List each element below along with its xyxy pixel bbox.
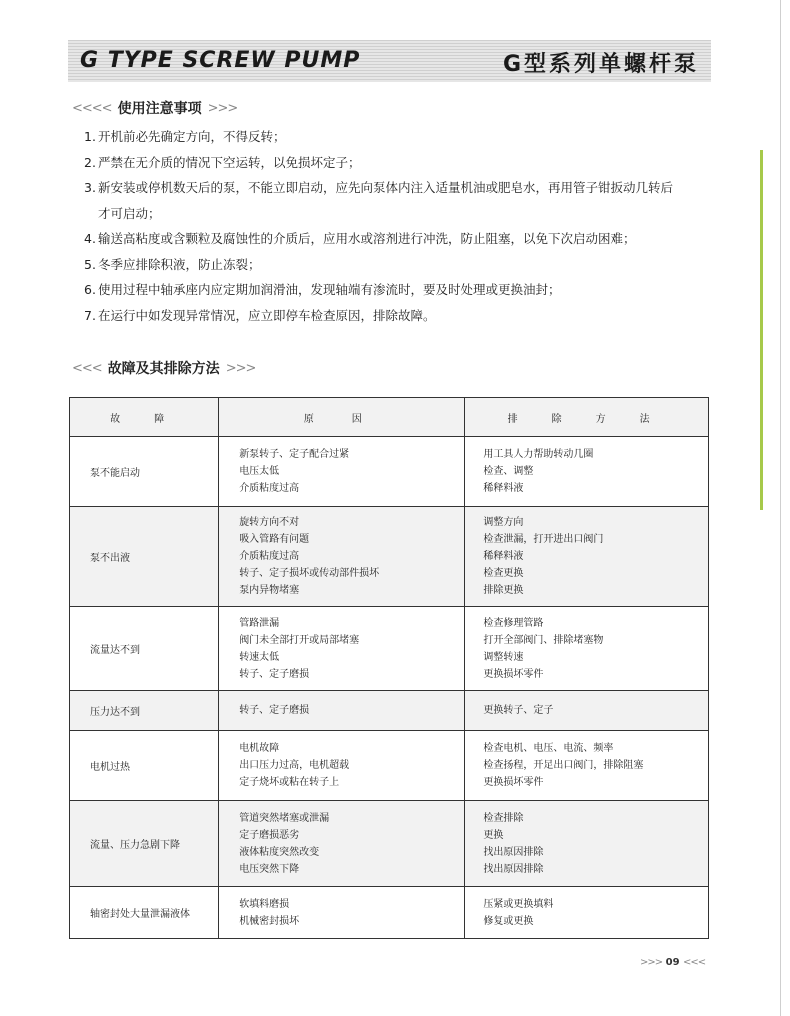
remedy-lines (483, 810, 708, 878)
cause-cell (219, 887, 465, 939)
remedy-cell (465, 691, 709, 731)
cause-line: 定子烧坏或粘在转子上 (239, 777, 340, 788)
remedy-line: 更换 (483, 829, 504, 841)
remedy-cell (465, 437, 709, 507)
header-cause: 原因 (219, 398, 465, 437)
remedy-cell (465, 801, 709, 887)
cause-line: 介质粘度过高 (239, 551, 300, 562)
cause-line: 电机故障 (239, 743, 280, 754)
cause-line: 新泵转子、定子配合过紧 (239, 449, 350, 460)
remedy-line: 检查扬程，开足出口阀门，排除阻塞 (483, 760, 644, 771)
fault-cell: 泵不出液 (70, 507, 219, 607)
list-item (84, 124, 684, 150)
cause-line: 转子、定子磨损 (239, 705, 310, 716)
page-number (640, 957, 705, 968)
remedy-line: 更换损坏零件 (483, 777, 544, 788)
remedy-line: 找出原因排除 (483, 846, 544, 858)
cause-lines (239, 615, 464, 683)
cause-line: 出口压力过高，电机超载 (239, 760, 350, 771)
right-chevrons-icon: >>> (640, 957, 663, 968)
table-row (70, 437, 709, 507)
fault-table-body (70, 437, 709, 939)
fault-cell: 流量、压力急剧下降 (70, 801, 219, 887)
list-item (84, 277, 684, 303)
fault-cell: 电机过热 (70, 731, 219, 801)
cause-line: 液体粘度突然改变 (239, 846, 320, 858)
cause-lines (239, 810, 464, 878)
cause-line: 定子磨损恶劣 (239, 829, 300, 841)
right-border-line (780, 0, 781, 1016)
note-number: 6. (84, 282, 96, 297)
list-item (84, 150, 684, 176)
note-number: 7. (84, 307, 96, 323)
left-chevrons-icon: <<< (683, 957, 706, 968)
note-text: 严禁在无介质的情况下空运转，以免损坏定子； (98, 154, 361, 170)
note-text: 开机前必先确定方向，不得反转； (98, 129, 286, 144)
remedy-line: 调整转速 (483, 651, 524, 663)
fault-cell: 流量达不到 (70, 607, 219, 691)
cause-lines (239, 896, 464, 930)
remedy-line: 检查、调整 (483, 466, 534, 477)
remedy-line: 打开全部阀门、排除堵塞物 (483, 634, 604, 646)
header-band (68, 40, 711, 82)
remedy-lines (483, 446, 708, 497)
cause-line: 管路泄漏 (239, 617, 280, 629)
table-header-row (70, 398, 709, 437)
cause-lines (239, 446, 464, 497)
table-row (70, 507, 709, 607)
note-text: 输送高粘度或含颗粒及腐蚀性的介质后，应用水或溶剂进行冲洗，防止阻塞，以免下次启动困难； (98, 231, 636, 246)
cause-cell (219, 731, 465, 801)
note-text: 在运行中如发现异常情况，应立即停车检查原因，排除故障。 (98, 307, 436, 323)
cause-line: 泵内异物堵塞 (239, 585, 300, 596)
cause-lines (239, 514, 464, 599)
remedy-line: 稀释料液 (483, 483, 524, 494)
cause-line: 吸入管路有问题 (239, 534, 310, 545)
list-item (84, 226, 684, 252)
remedy-cell (465, 507, 709, 607)
cause-cell (219, 607, 465, 691)
cause-cell (219, 801, 465, 887)
note-text: 新安装或停机数天后的泵，不能立即启动，应先向泵体内注入适量机油或肥皂水，再用管子钳扳动几转后才可启动； (98, 180, 674, 221)
table-row (70, 607, 709, 691)
remedy-cell (465, 731, 709, 801)
header-remedy: 排除方法 (465, 398, 709, 437)
notes-list (84, 124, 684, 328)
faults-title-text: 故障及其排除方法 (107, 361, 220, 377)
remedy-lines (483, 896, 708, 930)
table-row (70, 731, 709, 801)
cause-line: 介质粘度过高 (239, 483, 300, 494)
cause-cell (219, 691, 465, 731)
list-item (84, 175, 684, 226)
note-number: 1. (84, 129, 96, 144)
notes-title-text: 使用注意事项 (117, 101, 202, 117)
cause-lines (239, 702, 464, 719)
fault-cell: 泵不能启动 (70, 437, 219, 507)
remedy-line: 调整方向 (483, 517, 524, 528)
green-accent-bar (760, 150, 763, 510)
cause-line: 转速太低 (239, 651, 280, 663)
remedy-line: 稀释料液 (483, 551, 524, 562)
note-text: 使用过程中轴承座内应定期加润滑油，发现轴端有渗流时，要及时处理或更换油封； (98, 282, 561, 297)
note-number: 5. (84, 256, 96, 272)
remedy-cell (465, 607, 709, 691)
cause-cell (219, 437, 465, 507)
list-item (84, 303, 684, 329)
cause-line: 旋转方向不对 (239, 517, 300, 528)
fault-table (69, 397, 709, 939)
remedy-line: 修复或更换 (483, 915, 534, 927)
cause-lines (239, 740, 464, 791)
remedy-lines (483, 615, 708, 683)
cause-line: 阀门未全部打开或局部堵塞 (239, 634, 360, 646)
note-number: 3. (84, 180, 96, 195)
remedy-line: 检查更换 (483, 568, 524, 579)
fault-cell: 压力达不到 (70, 691, 219, 731)
remedy-line: 检查泄漏，打开进出口阀门 (483, 534, 604, 545)
note-number: 4. (84, 231, 96, 246)
remedy-line: 检查排除 (483, 812, 524, 824)
chinese-title: G型系列单螺杆泵 (502, 52, 699, 77)
remedy-line: 压紧或更换填料 (483, 898, 554, 910)
remedy-line: 检查修理管路 (483, 617, 544, 629)
cause-line: 机械密封损坏 (239, 915, 300, 927)
right-chevrons-icon: >>> (207, 100, 238, 116)
english-title: G TYPE SCREW PUMP (80, 48, 361, 73)
fault-cell: 轴密封处大量泄漏液体 (70, 887, 219, 939)
remedy-line: 更换损坏零件 (483, 668, 544, 680)
cause-line: 电压太低 (239, 466, 280, 477)
remedy-lines (483, 740, 708, 791)
remedy-line: 检查电机、电压、电流、频率 (483, 743, 614, 754)
remedy-line: 用工具人力帮助转动几圈 (483, 449, 594, 460)
table-row (70, 887, 709, 939)
right-chevrons-icon: >>> (225, 360, 256, 376)
note-text: 冬季应排除积液，防止冻裂； (98, 256, 261, 272)
faults-section-title (72, 357, 255, 379)
remedy-lines (483, 702, 708, 719)
cause-line: 管道突然堵塞或泄漏 (239, 812, 330, 824)
table-row (70, 801, 709, 887)
cause-line: 转子、定子损坏或传动部件损坏 (239, 568, 380, 579)
cause-line: 转子、定子磨损 (239, 668, 310, 680)
list-item (84, 252, 684, 278)
left-chevrons-icon: <<<< (72, 100, 112, 116)
left-chevrons-icon: <<< (72, 360, 102, 376)
header-fault: 故障 (70, 398, 219, 437)
remedy-line: 更换转子、定子 (483, 705, 554, 716)
table-row (70, 691, 709, 731)
remedy-line: 找出原因排除 (483, 863, 544, 875)
remedy-lines (483, 514, 708, 599)
cause-line: 软填料磨损 (239, 898, 290, 910)
cause-cell (219, 507, 465, 607)
notes-section-title (72, 97, 237, 119)
remedy-line: 排除更换 (483, 585, 524, 596)
page-number-text: 09 (665, 957, 680, 968)
note-number: 2. (84, 154, 96, 170)
remedy-cell (465, 887, 709, 939)
cause-line: 电压突然下降 (239, 863, 300, 875)
